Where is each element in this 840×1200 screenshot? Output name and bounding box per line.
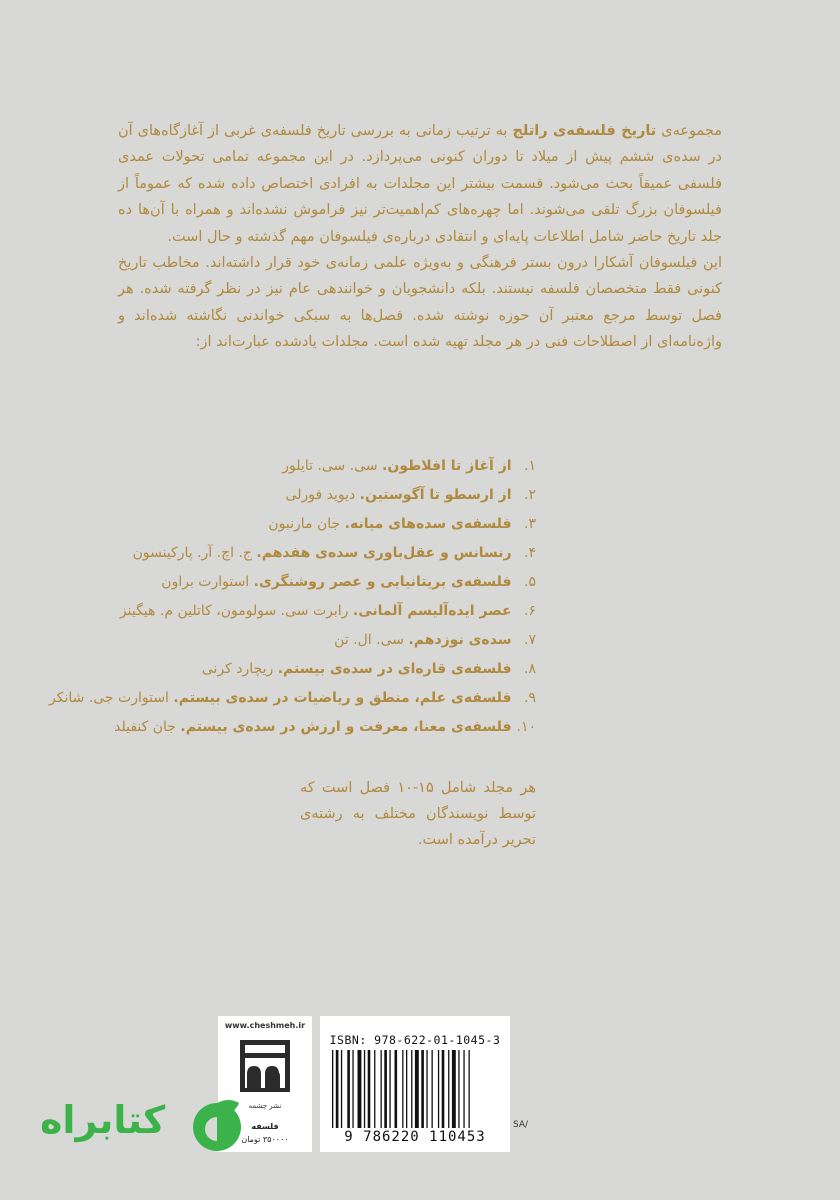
book-category: فلسفه [251,1122,279,1131]
volume-item: ۶. عصر ایده‌آلیسم آلمانی. رابرت سی. سولومون، کاتلین م. هیگینز [119,603,536,619]
watermark [40,1090,220,1158]
isbn-label: ISBN: 978-622-01-1045-3 [329,1033,501,1047]
volume-author: رابرت سی. سولومون، کاتلین م. هیگینز [119,603,349,619]
intro-paragraph-2: این فیلسوفان آشکارا درون بستر فرهنگی و به‌ویژه علمی زمانه‌ی خود قرار داشته‌اند. مخاطب تاریخ کنونی فقط متخصصان فلسفه نیستند. بلکه دانشجویان و خوانندهی عام نیز در نظر گرفته شده. هر فصل توسط مرجع معتبر آن حوزه نوشته شده. فصل‌ها به سبکی خواندنی نگاشته شده‌اند و واژه‌نامه‌ای از اصطلاحات فنی در هر مجلد تهیه شده است. مجلدات یادشده عبارت‌اند از: [118,255,722,351]
volume-item: ۸. فلسفه‌ی قاره‌ای در سده‌ی بیستم. ریچارد کرنی [201,661,536,677]
volume-author: ج. اچ. آر. پارکینسون [132,545,252,561]
volume-item: ۴. رنسانس و عقل‌باوری سده‌ی هفدهم. ج. اچ. آر. پارکینسون [132,545,536,561]
watermark-logo-icon [188,1096,246,1154]
volume-author: ریچارد کرنی [201,661,274,677]
volume-author: جان کنفیلد [114,719,176,735]
volume-list [49,452,536,742]
volume-item: ۱۰. فلسفه‌ی معنا، معرفت و ارزش در سده‌ی بیستم. جان کنفیلد [114,719,536,735]
volume-title: عصر ایده‌آلیسم آلمانی. [352,603,512,619]
intro-text [118,118,722,356]
intro-paragraph-1: مجموعه‌ی تاریخ فلسفه‌ی راتلج به ترتیب زمانی به بررسی تاریخ فلسفه‌ی غربی از آغازگاه‌های آن در سده‌ی ششم پیش از میلاد تا دوران کنونی می‌پردازد. در این مجموعه تمامی تحولات عمدی فلسفی عمیقاً بحث می‌شود. قسمت بیشتر این مجلدات به افرادی اختصاص داده شده که عموماً از فیلسوفان بزرگ تلقی می‌شوند. اما چهره‌های کم‌اهمیت‌تر نیز فراموش نشده‌اند و همراه با آن‌ها ده جلد تاریخ حاضر شامل اطلاعات پایه‌ای و انتقادی درباره‌ی فیلسوفان مهم گذشته و حال است. [118,123,723,245]
publisher-url: www.cheshmeh.ir [224,1021,306,1030]
volume-item: ۵. فلسفه‌ی بریتانیایی و عصر روشنگری. استوارت براون [161,574,536,590]
volume-title: از ارسطو تا آگوستین. [359,487,512,503]
volume-author: استوارت براون [161,574,250,590]
barcode-number: 9 786220 110453 [344,1129,486,1145]
volume-author: جان مارنبون [268,516,341,532]
volume-title: فلسفه‌ی معنا، معرفت و ارزش در سده‌ی بیستم. [180,719,512,735]
barcode-box [320,1016,510,1152]
volume-title: رنسانس و عقل‌باوری سده‌ی هفدهم. [256,545,512,561]
volume-title: فلسفه‌ی بریتانیایی و عصر روشنگری. [253,574,512,590]
volume-item: ۳. فلسفه‌ی سده‌های میانه. جان مارنبون [268,516,536,532]
volume-title: از آغاز تا افلاطون. [382,458,512,474]
volume-title: سده‌ی نوزدهم. [408,632,512,648]
volume-item: ۷. سده‌ی نوزدهم. سی. ال. تن [334,632,536,648]
volume-title: فلسفه‌ی علم، منطق و ریاضیات در سده‌ی بیستم. [173,690,512,706]
volume-item: ۲. از ارسطو تا آگوستین. دیوید فورلی [285,487,536,503]
book-price: ۳۵۰۰۰۰ تومان [241,1135,289,1144]
volume-author: استوارت جی. شانکر [49,690,169,706]
volume-title: فلسفه‌ی قاره‌ای در سده‌ی بیستم. [277,661,512,677]
publisher-name: نشر چشمه [248,1102,282,1110]
volume-item: ۱. از آغاز تا افلاطون. سی. سی. تایلور [282,458,536,474]
watermark-text: کتابراه [40,1098,166,1142]
volume-author: سی. سی. تایلور [282,458,378,474]
publisher-logo-icon [218,1036,312,1100]
volume-item: ۹. فلسفه‌ی علم، منطق و ریاضیات در سده‌ی بیستم. استوارت جی. شانکر [49,690,536,706]
product-code: SA/ [513,1120,529,1130]
series-title: تاریخ فلسفه‌ی راتلج [512,123,657,139]
barcode-icon [330,1050,500,1128]
volume-author: دیوید فورلی [285,487,356,503]
volume-author: سی. ال. تن [334,632,404,648]
volume-title: فلسفه‌ی سده‌های میانه. [344,516,512,532]
outro-text: هر مجلد شامل ۱۵-۱۰ فصل است که توسط نویسندگان مختلف به رشته‌ی تحریر درآمده است. [300,780,536,848]
